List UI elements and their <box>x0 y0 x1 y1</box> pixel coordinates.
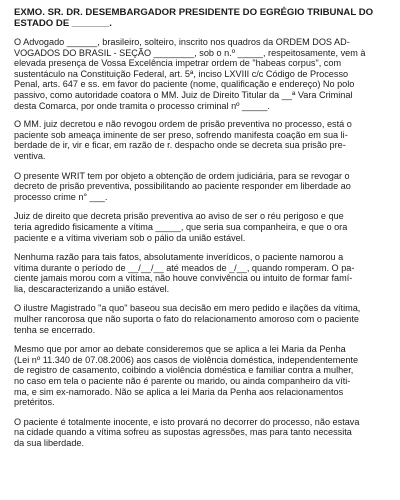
paragraph-no-reason: Nenhuma razão para tais fatos, absolutamente inverídicos, o paciente namorou a vítima durante o período de __/__/__ até meados de _/__, quando romperam. O pa- ciente jamais morou com a vítima, não houve convivência ou intuito de formar famí- lia, descaracterizando a união estável. <box>14 252 355 294</box>
paragraph-petition-intro: O Advogado ______, brasileiro, solteiro, inscrito nos quadros da ORDEM DOS AD- VOGADOS DO BRASIL - SEÇÃO ________, sob o n.º _____, respeitosamente, vem à elevada presença de Vossa Excelência impetrar ordem de "habeas corpus", com sustentáculo na Constituição Federal, art. 5ª, inciso LXVIII c/c Código de Processo Penal, arts. 647 e ss. em favor do paciente (nome, qualificação e endereço) No polo passivo, como autoridade coatora o MM. Juiz de Direito Titular da __ª Vara Criminal desta Comarca, por onde tramita o processo criminal nº _____. <box>14 37 366 111</box>
paragraph-judge-decision: Juiz de direito que decreta prisão preventiva ao aviso de ser o réu perigoso e que teria agredido fisicamente a vítima _____, que seria sua companheira, e que o ora paciente e a vítima viveriam sob o pálio da união estável. <box>14 211 348 243</box>
paragraph-writ-object: O presente WRIT tem por objeto a obtenção de ordem judiciária, para se revogar o decreto de prisão preventiva, possibilitando ao paciente responder em liberdade ao processo crime n° ___. <box>14 170 351 202</box>
paragraph-innocence: O paciente é totalmente inocente, e isto provará no decorrer do processo, não estava na cidade quando a vítima sofreu as supostas agressões, mas para tanto necessita da sua liberdade. <box>14 416 360 448</box>
paragraph-preventive-arrest: O MM. juiz decretou e não revogou ordem de prisão preventiva no processo, está o paciente sob ameaça iminente de ser preso, sofrendo manifesta coação em sua li- berdade de ir, vir e ficar, em razão de r. despacho onde se decreta sua prisão pre- ventiva. <box>14 119 352 161</box>
paragraph-magistrate: O ilustre Magistrado "a quo" baseou sua decisão em mero pedido e ilações da vítima, mulher rancorosa que não suporta o fato do relacionamento amoroso com o paciente tenha se encerrado. <box>14 303 361 335</box>
document-heading: EXMO. SR. DR. DESEMBARGADOR PRESIDENTE DO EGRÉGIO TRIBUNAL DO ESTADO DE _______. <box>14 7 374 29</box>
paragraph-maria-da-penha: Mesmo que por amor ao debate consideremos que se aplica a lei Maria da Penha (Lei nº 11.340 de 07.08.2006) aos casos de violência doméstica, independentemente de registro de casamento, coibindo a violência doméstica e familiar contra a mulher, no caso em tela o paciente não é parente ou marido, ou ainda companheiro da víti- ma, e sim ex-namorado. Não se aplica a lei Maria da Penha aos relacionamentos pretéritos. <box>14 344 359 408</box>
